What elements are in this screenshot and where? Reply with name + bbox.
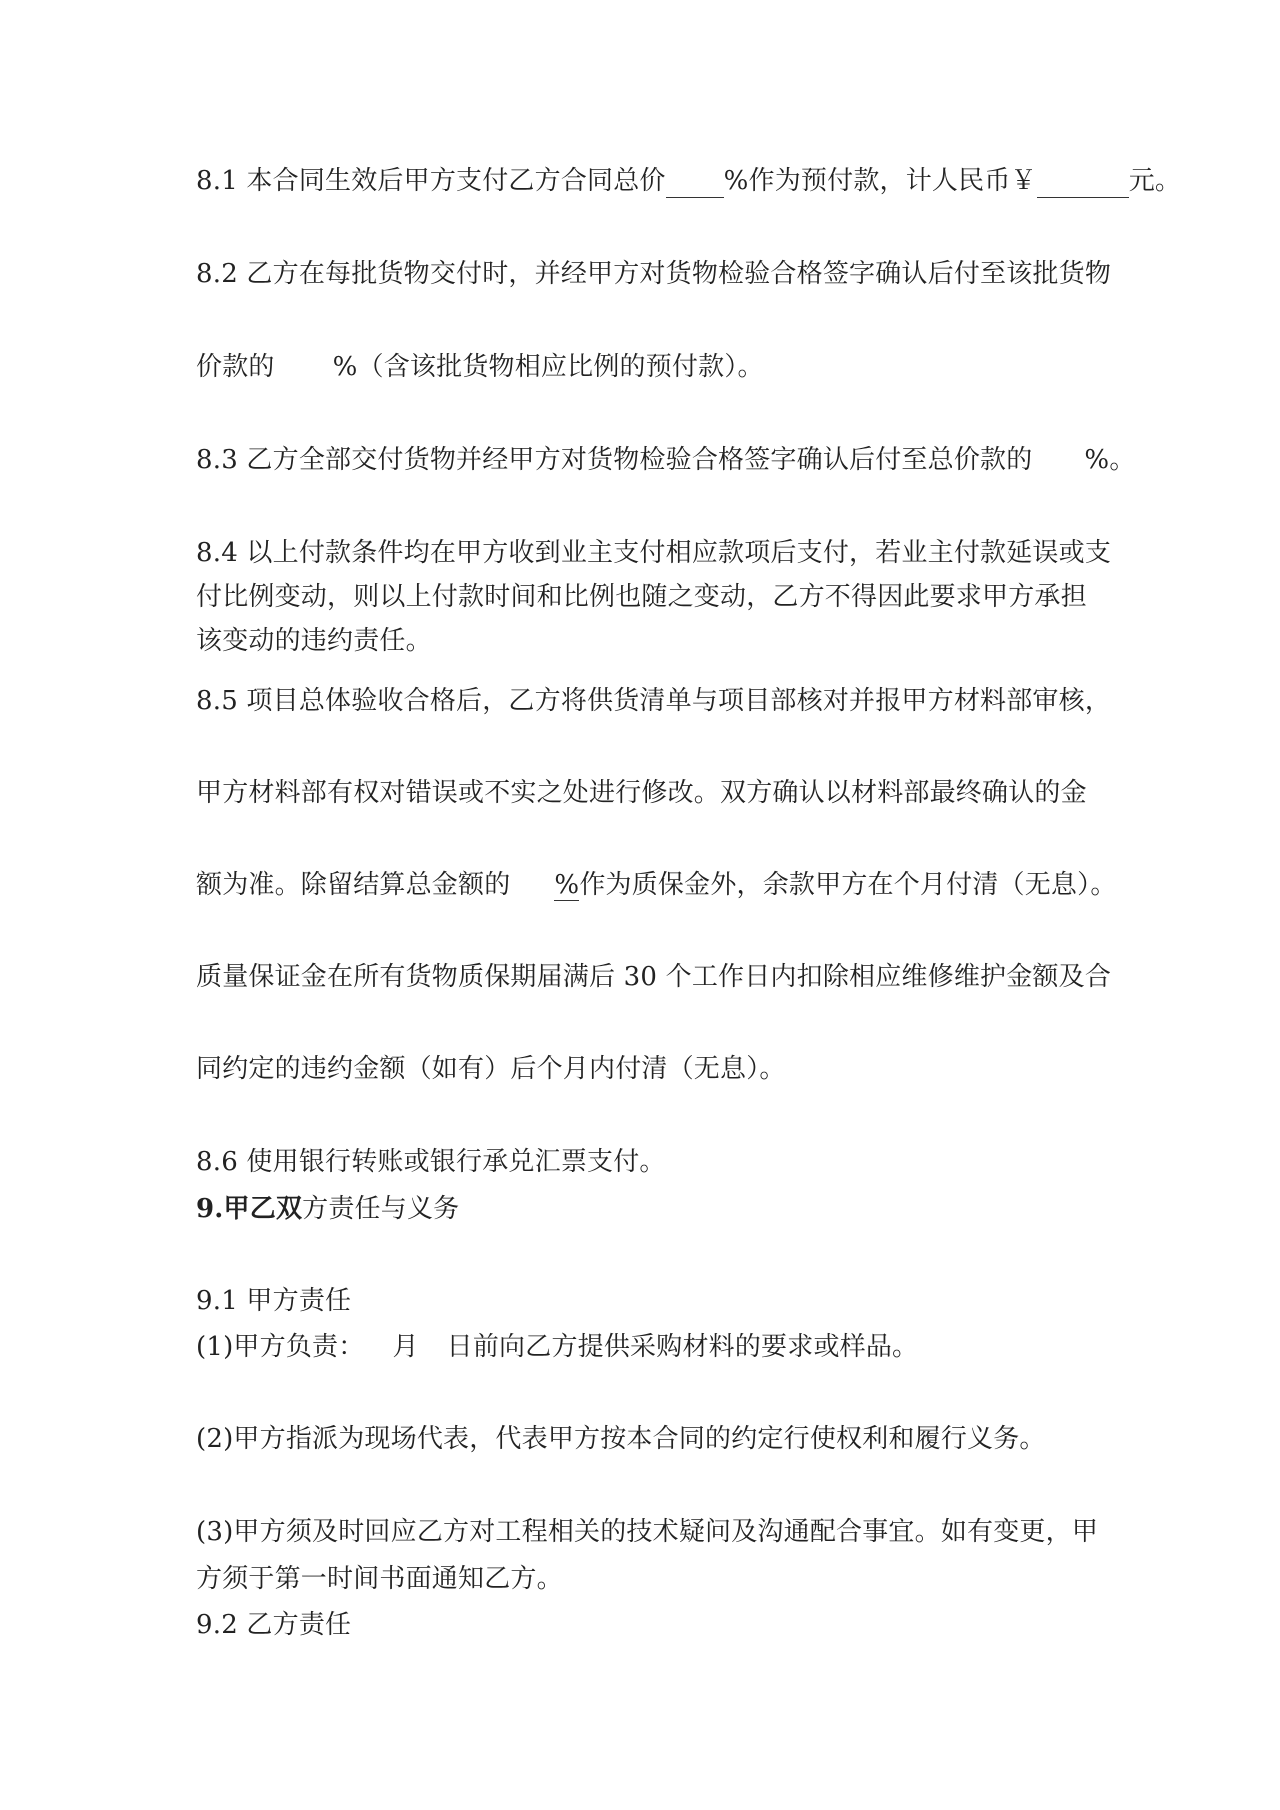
clause-9-2: 9.2 乙方责任 <box>196 1610 352 1640</box>
clause-9-1-1 <box>196 1330 918 1364</box>
clause-8-2-line1: 8.2 乙方在每批货物交付时，并经甲方对货物检验合格签字确认后付至该批货物 <box>196 259 1112 289</box>
clause-text: (1)甲方负责： <box>196 1332 365 1362</box>
clause-8-4-line3: 该变动的违约责任。 <box>196 626 432 656</box>
clause-9-1-2: (2)甲方指派为现场代表，代表甲方按本合同的约定行使权利和履行义务。 <box>196 1424 1046 1454</box>
clause-text: 8.3 乙方全部交付货物并经甲方对货物检验合格签字确认后付至总价款的 <box>196 445 1033 475</box>
clause-8-5-line3 <box>196 868 1117 902</box>
clause-text: 日前向乙方提供采购材料的要求或样品。 <box>446 1332 919 1362</box>
clause-8-2-line2 <box>196 350 764 384</box>
clause-text: %（含该批货物相应比例的预付款）。 <box>332 352 764 382</box>
clause-text: 月 <box>392 1332 419 1362</box>
clause-8-3 <box>196 443 1136 477</box>
section-9-heading <box>196 1192 459 1226</box>
clause-text: 8.1 本合同生效后甲方支付乙方合同总价 <box>196 166 666 196</box>
blank-field[interactable] <box>1037 167 1129 198</box>
clause-9-1-3-line2: 方须于第一时间书面通知乙方。 <box>196 1564 563 1594</box>
blank-field[interactable] <box>666 167 724 198</box>
percent-sign: % <box>554 870 580 900</box>
clause-8-4-line1: 8.4 以上付款条件均在甲方收到业主支付相应款项后支付，若业主付款延误或支 <box>196 538 1112 568</box>
clause-8-4-line2: 付比例变动，则以上付款时间和比例也随之变动，乙方不得因此要求甲方承担 <box>196 582 1087 612</box>
clause-text: %。 <box>1084 445 1136 475</box>
heading-text: 方责任与义务 <box>302 1194 460 1224</box>
clause-8-5-line1: 8.5 项目总体验收合格后，乙方将供货清单与项目部核对并报甲方材料部审核， <box>196 686 1112 716</box>
clause-text: %作为预付款，计人民币￥ <box>723 166 1037 196</box>
heading-bold: 9.甲乙双 <box>196 1194 303 1224</box>
clause-9-1: 9.1 甲方责任 <box>196 1286 352 1316</box>
clause-8-5-line4: 质量保证金在所有货物质保期届满后 30 个工作日内扣除相应维修维护金额及合 <box>196 962 1112 992</box>
clause-text: 元。 <box>1128 166 1182 196</box>
clause-8-5-line2: 甲方材料部有权对错误或不实之处进行修改。双方确认以材料部最终确认的金 <box>196 778 1087 808</box>
clause-text: 额为准。除留结算总金额的 <box>196 870 511 900</box>
clause-text: 价款的 <box>196 352 275 382</box>
clause-8-5-line5: 同约定的违约金额（如有）后个月内付清（无息）。 <box>196 1054 786 1084</box>
clause-9-1-3-line1: (3)甲方须及时回应乙方对工程相关的技术疑问及沟通配合事宜。如有变更，甲 <box>196 1517 1099 1547</box>
clause-8-6: 8.6 使用银行转账或银行承兑汇票支付。 <box>196 1147 666 1177</box>
clause-8-1 <box>196 164 1181 198</box>
clause-text: 作为质保金外，余款甲方在个月付清（无息）。 <box>579 870 1117 900</box>
